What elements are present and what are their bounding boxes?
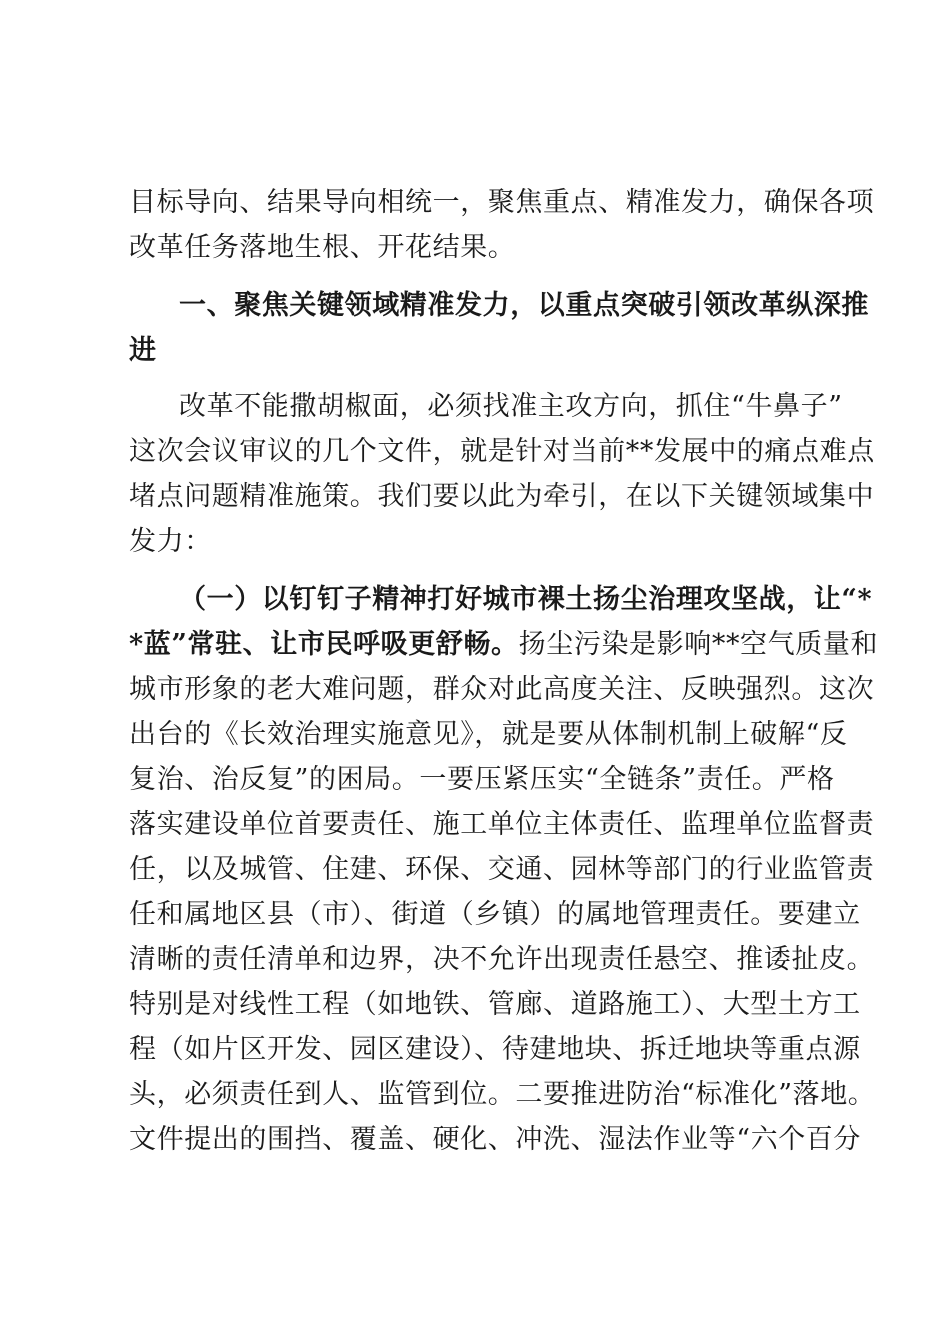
subsection-heading-line-1: （一）以钉钉子精神打好城市裸土扬尘治理攻坚战，让“* bbox=[179, 584, 873, 615]
body-line-7: 城市形象的老大难问题，群众对此高度关注、反映强烈。这次 bbox=[129, 674, 875, 705]
body-line-5: 堵点问题精准施策。我们要以此为牵引，在以下关键领域集中 bbox=[129, 481, 875, 512]
body-line-9: 复治、治反复”的困局。一要压紧压实“全链条”责任。严格 bbox=[129, 764, 835, 795]
section-heading-line-2: 进 bbox=[129, 335, 157, 366]
subsection-heading-line-2 bbox=[129, 622, 879, 668]
body-line-13: 清晰的责任清单和边界，决不允许出现责任悬空、推诿扯皮。 bbox=[129, 944, 875, 975]
body-line-16: 头，必须责任到人、监管到位。二要推进防治“标准化”落地。 bbox=[129, 1079, 876, 1110]
body-line-12: 任和属地区县（市）、街道（乡镇）的属地管理责任。要建立 bbox=[129, 899, 861, 930]
body-line-17: 文件提出的围挡、覆盖、硬化、冲洗、湿法作业等“六个百分 bbox=[129, 1124, 862, 1155]
body-line-10: 落实建设单位首要责任、施工单位主体责任、监理单位监督责 bbox=[129, 809, 875, 840]
body-line-4: 这次会议审议的几个文件，就是针对当前**发展中的痛点难点 bbox=[129, 436, 875, 467]
body-line-11: 任，以及城管、住建、环保、交通、园林等部门的行业监管责 bbox=[129, 854, 875, 885]
body-line-15: 程（如片区开发、园区建设）、待建地块、拆迁地块等重点源 bbox=[129, 1034, 861, 1065]
body-line-6: 发力： bbox=[129, 526, 212, 557]
subsection-heading-tail: *蓝”常驻、让市民呼吸更舒畅。 bbox=[129, 629, 519, 660]
body-line-14: 特别是对线性工程（如地铁、管廊、道路施工）、大型土方工 bbox=[129, 989, 861, 1020]
body-line-8: 出台的《长效治理实施意见》，就是要从体制机制上破解“反 bbox=[129, 719, 848, 750]
body-line-2: 改革任务落地生根、开花结果。 bbox=[129, 232, 516, 263]
body-text-after-heading: 扬尘污染是影响**空气质量和 bbox=[518, 629, 879, 660]
body-line-1: 目标导向、结果导向相统一，聚焦重点、精准发力，确保各项 bbox=[129, 187, 875, 218]
section-heading-line-1: 一、聚焦关键领域精准发力，以重点突破引领改革纵深推 bbox=[179, 290, 869, 321]
body-line-3: 改革不能撒胡椒面，必须找准主攻方向，抓住“牛鼻子” bbox=[179, 391, 843, 422]
